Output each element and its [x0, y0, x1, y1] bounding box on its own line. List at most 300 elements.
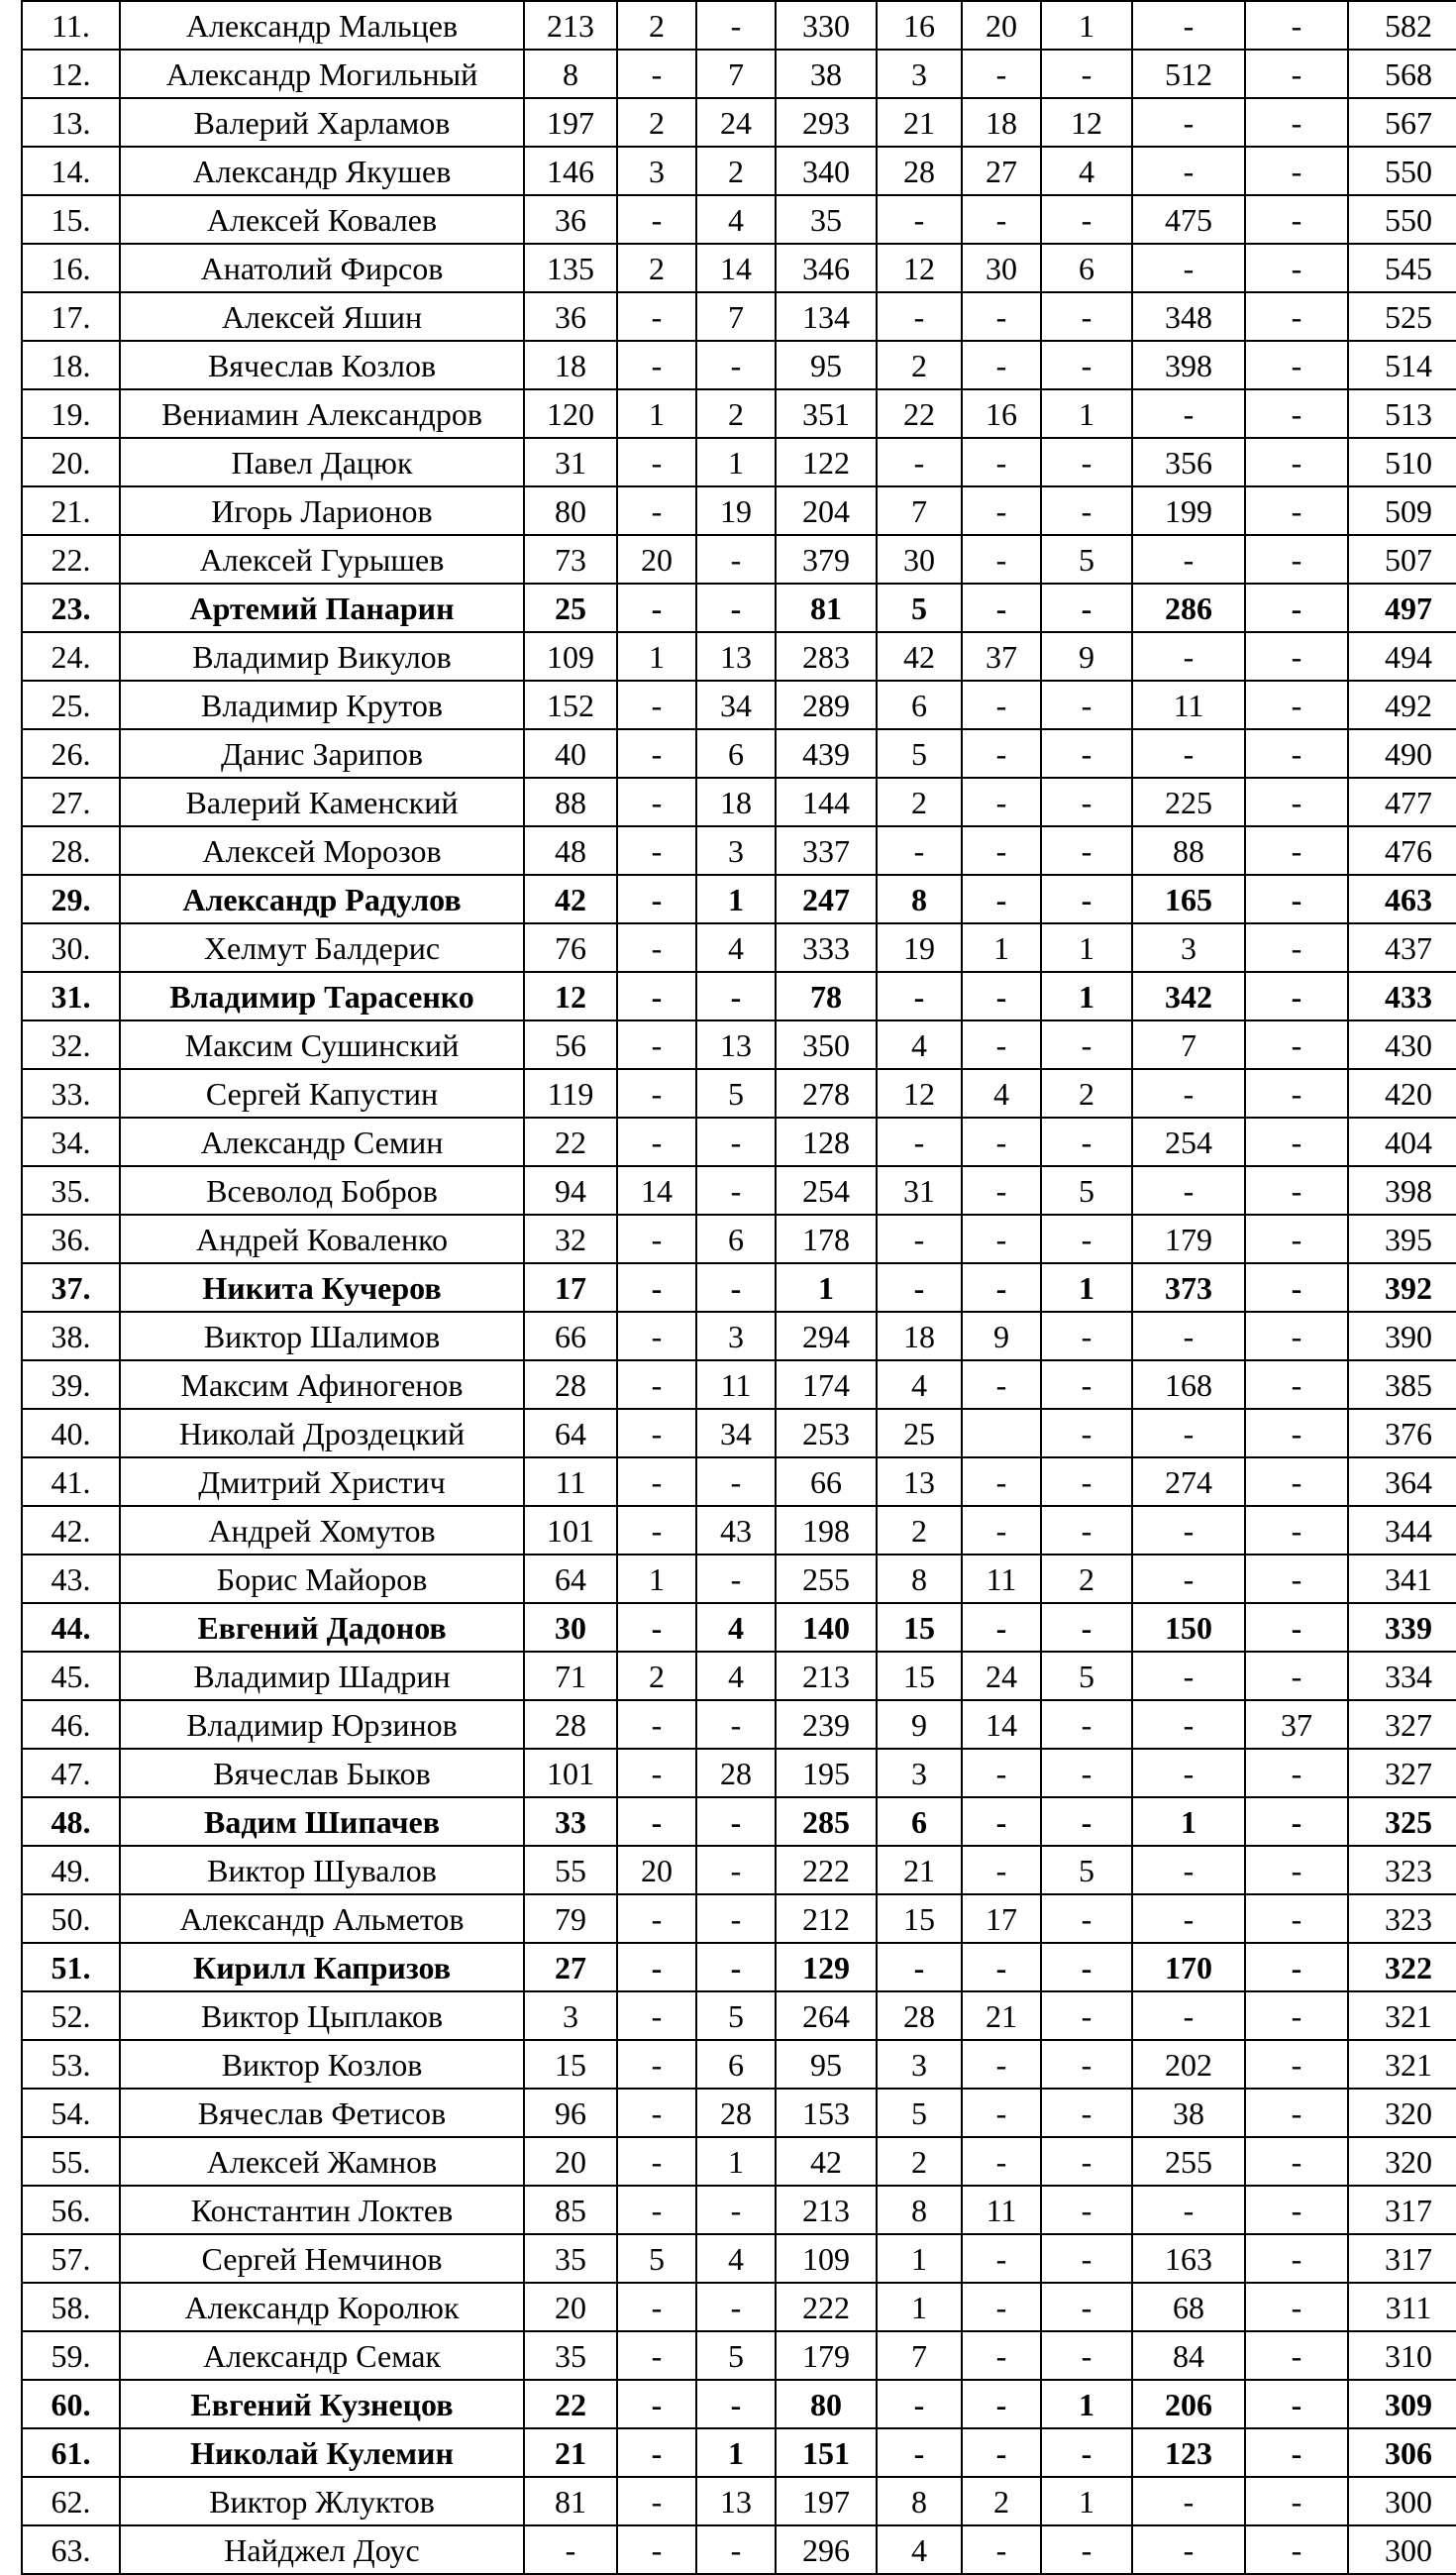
cell-value: -: [1041, 1312, 1132, 1360]
cell-value: 14: [617, 1166, 696, 1215]
table-row: [22, 50, 1456, 98]
cell-rank: 63.: [22, 2525, 120, 2574]
cell-value: 28: [877, 147, 962, 195]
cell-value: 4: [696, 2234, 776, 2283]
cell-value: 204: [776, 486, 877, 535]
cell-value: 24: [696, 98, 776, 147]
cell-total: 317: [1348, 2186, 1456, 2234]
cell-rank: 45.: [22, 1652, 120, 1700]
cell-value: 19: [696, 486, 776, 535]
cell-value: -: [1132, 1652, 1245, 1700]
cell-rank: 49.: [22, 1846, 120, 1894]
cell-value: 15: [877, 1652, 962, 1700]
cell-rank: 30.: [22, 923, 120, 972]
cell-rank: 37.: [22, 1263, 120, 1312]
cell-player-name: Найджел Доус: [120, 2525, 524, 2574]
cell-value: -: [1041, 1020, 1132, 1069]
cell-total: 327: [1348, 1749, 1456, 1797]
cell-rank: 55.: [22, 2137, 120, 2186]
cell-value: -: [1245, 1991, 1348, 2040]
cell-value: -: [962, 681, 1041, 729]
cell-player-name: Игорь Ларионов: [120, 486, 524, 535]
cell-value: 16: [962, 389, 1041, 438]
cell-value: 4: [696, 195, 776, 244]
cell-value: -: [1245, 778, 1348, 826]
cell-value: 17: [524, 1263, 617, 1312]
cell-value: -: [1245, 438, 1348, 486]
cell-total: 497: [1348, 584, 1456, 632]
table-row: [22, 1991, 1456, 2040]
player-statistics-table: [21, 0, 1456, 2575]
cell-value: 25: [877, 1409, 962, 1457]
cell-value: -: [1245, 292, 1348, 341]
cell-rank: 54.: [22, 2089, 120, 2137]
cell-value: -: [1245, 2477, 1348, 2525]
cell-value: 81: [524, 2477, 617, 2525]
cell-value: 1: [962, 923, 1041, 972]
cell-player-name: Алексей Морозов: [120, 826, 524, 875]
table-row: [22, 1603, 1456, 1652]
cell-rank: 58.: [22, 2283, 120, 2331]
cell-player-name: Алексей Ковалев: [120, 195, 524, 244]
cell-total: 309: [1348, 2380, 1456, 2428]
cell-value: -: [962, 1360, 1041, 1409]
cell-value: 21: [524, 2428, 617, 2477]
cell-value: -: [696, 1118, 776, 1166]
cell-value: 122: [776, 438, 877, 486]
cell-value: -: [877, 2380, 962, 2428]
cell-value: -: [617, 438, 696, 486]
cell-value: 5: [1041, 1652, 1132, 1700]
cell-value: 12: [524, 972, 617, 1020]
cell-value: -: [617, 1797, 696, 1846]
cell-total: 339: [1348, 1603, 1456, 1652]
cell-value: 2: [877, 2137, 962, 2186]
cell-value: 9: [877, 1700, 962, 1749]
cell-value: 123: [1132, 2428, 1245, 2477]
cell-value: 134: [776, 292, 877, 341]
cell-value: 285: [776, 1797, 877, 1846]
cell-rank: 57.: [22, 2234, 120, 2283]
cell-value: -: [1245, 1069, 1348, 1118]
cell-value: 2: [1041, 1069, 1132, 1118]
table-row: [22, 438, 1456, 486]
cell-value: 14: [962, 1700, 1041, 1749]
cell-value: -: [877, 1943, 962, 1991]
cell-value: 213: [776, 2186, 877, 2234]
cell-value: -: [962, 2525, 1041, 2574]
cell-value: 239: [776, 1700, 877, 1749]
cell-value: -: [962, 826, 1041, 875]
cell-value: -: [1041, 1118, 1132, 1166]
cell-value: -: [617, 1409, 696, 1457]
cell-value: -: [1245, 50, 1348, 98]
cell-value: 28: [524, 1360, 617, 1409]
cell-value: 4: [696, 923, 776, 972]
cell-value: -: [617, 2137, 696, 2186]
table-row: [22, 2428, 1456, 2477]
cell-value: -: [617, 2186, 696, 2234]
cell-player-name: Евгений Дадонов: [120, 1603, 524, 1652]
cell-value: -: [1245, 486, 1348, 535]
cell-value: 135: [524, 244, 617, 292]
cell-player-name: Виктор Шувалов: [120, 1846, 524, 1894]
cell-value: 33: [524, 1797, 617, 1846]
cell-value: 1: [1132, 1797, 1245, 1846]
cell-value: 174: [776, 1360, 877, 1409]
cell-value: 5: [877, 729, 962, 778]
table-row: [22, 1700, 1456, 1749]
cell-value: -: [1132, 1749, 1245, 1797]
cell-value: 1: [776, 1263, 877, 1312]
cell-value: -: [696, 1894, 776, 1943]
cell-value: 20: [617, 535, 696, 584]
cell-player-name: Артемий Панарин: [120, 584, 524, 632]
cell-player-name: Всеволод Бобров: [120, 1166, 524, 1215]
cell-value: -: [962, 1215, 1041, 1263]
table-row: [22, 1312, 1456, 1360]
cell-value: -: [1245, 1652, 1348, 1700]
cell-total: 376: [1348, 1409, 1456, 1457]
cell-value: -: [1245, 923, 1348, 972]
cell-value: -: [617, 972, 696, 1020]
cell-value: -: [617, 1069, 696, 1118]
cell-value: -: [1132, 1069, 1245, 1118]
cell-value: -: [1245, 2525, 1348, 2574]
table-row: [22, 1555, 1456, 1603]
cell-rank: 32.: [22, 1020, 120, 1069]
cell-value: 222: [776, 1846, 877, 1894]
cell-value: -: [1041, 2089, 1132, 2137]
cell-player-name: Борис Майоров: [120, 1555, 524, 1603]
cell-value: -: [1132, 147, 1245, 195]
cell-value: 1: [696, 2137, 776, 2186]
cell-value: -: [1245, 1943, 1348, 1991]
cell-value: [962, 1409, 1041, 1457]
cell-total: 404: [1348, 1118, 1456, 1166]
cell-rank: 51.: [22, 1943, 120, 1991]
cell-value: -: [1245, 875, 1348, 923]
cell-value: -: [1245, 584, 1348, 632]
cell-value: 21: [877, 98, 962, 147]
cell-player-name: Валерий Каменский: [120, 778, 524, 826]
cell-total: 477: [1348, 778, 1456, 826]
cell-value: -: [877, 1118, 962, 1166]
cell-value: 247: [776, 875, 877, 923]
cell-value: 475: [1132, 195, 1245, 244]
cell-player-name: Хелмут Балдерис: [120, 923, 524, 972]
cell-total: 463: [1348, 875, 1456, 923]
cell-total: 550: [1348, 147, 1456, 195]
cell-value: -: [617, 2089, 696, 2137]
cell-value: 5: [877, 584, 962, 632]
cell-total: 300: [1348, 2525, 1456, 2574]
cell-player-name: Николай Кулемин: [120, 2428, 524, 2477]
cell-rank: 44.: [22, 1603, 120, 1652]
table-row: [22, 632, 1456, 681]
cell-value: -: [1245, 1312, 1348, 1360]
cell-value: -: [1041, 1943, 1132, 1991]
cell-player-name: Павел Дацюк: [120, 438, 524, 486]
cell-value: -: [617, 486, 696, 535]
cell-value: 398: [1132, 341, 1245, 389]
cell-rank: 33.: [22, 1069, 120, 1118]
cell-value: -: [962, 875, 1041, 923]
cell-total: 433: [1348, 972, 1456, 1020]
cell-value: 3: [617, 147, 696, 195]
cell-value: 42: [524, 875, 617, 923]
cell-value: -: [617, 1506, 696, 1555]
cell-rank: 29.: [22, 875, 120, 923]
cell-value: 1: [696, 438, 776, 486]
table-row: [22, 1652, 1456, 1700]
cell-value: -: [1041, 1215, 1132, 1263]
table-row: [22, 2234, 1456, 2283]
cell-value: -: [1132, 1555, 1245, 1603]
table-row: [22, 389, 1456, 438]
cell-value: -: [617, 1312, 696, 1360]
table-row: [22, 1215, 1456, 1263]
cell-value: 129: [776, 1943, 877, 1991]
cell-value: 25: [524, 584, 617, 632]
table-row: [22, 98, 1456, 147]
cell-value: -: [962, 2089, 1041, 2137]
cell-total: 344: [1348, 1506, 1456, 1555]
cell-value: 109: [776, 2234, 877, 2283]
cell-value: 373: [1132, 1263, 1245, 1312]
cell-value: -: [617, 584, 696, 632]
cell-value: -: [877, 1215, 962, 1263]
cell-value: 13: [696, 632, 776, 681]
cell-value: 2: [617, 244, 696, 292]
cell-value: -: [1245, 1409, 1348, 1457]
cell-value: 80: [524, 486, 617, 535]
cell-value: 333: [776, 923, 877, 972]
cell-value: 3: [1132, 923, 1245, 972]
cell-value: -: [877, 438, 962, 486]
cell-value: -: [962, 1118, 1041, 1166]
cell-value: 88: [1132, 826, 1245, 875]
cell-value: -: [617, 195, 696, 244]
cell-value: -: [1245, 2186, 1348, 2234]
cell-value: 2: [617, 1, 696, 50]
cell-total: 568: [1348, 50, 1456, 98]
cell-player-name: Константин Локтев: [120, 2186, 524, 2234]
cell-rank: 19.: [22, 389, 120, 438]
cell-value: -: [617, 875, 696, 923]
cell-player-name: Александр Радулов: [120, 875, 524, 923]
cell-total: 420: [1348, 1069, 1456, 1118]
cell-value: -: [1245, 341, 1348, 389]
cell-value: -: [962, 2283, 1041, 2331]
cell-value: -: [1245, 1457, 1348, 1506]
cell-value: -: [1132, 632, 1245, 681]
table-row: [22, 341, 1456, 389]
cell-player-name: Александр Семин: [120, 1118, 524, 1166]
cell-value: -: [1132, 1846, 1245, 1894]
cell-value: 38: [776, 50, 877, 98]
cell-rank: 53.: [22, 2040, 120, 2089]
cell-value: -: [1041, 1797, 1132, 1846]
cell-value: 151: [776, 2428, 877, 2477]
cell-value: 38: [1132, 2089, 1245, 2137]
cell-value: -: [617, 1943, 696, 1991]
table-row: [22, 1749, 1456, 1797]
cell-value: -: [1245, 1360, 1348, 1409]
cell-value: -: [1132, 244, 1245, 292]
cell-value: 255: [1132, 2137, 1245, 2186]
cell-rank: 27.: [22, 778, 120, 826]
cell-value: 18: [524, 341, 617, 389]
table-row: [22, 2137, 1456, 2186]
cell-player-name: Александр Семак: [120, 2331, 524, 2380]
cell-value: -: [1245, 2234, 1348, 2283]
cell-value: -: [962, 2137, 1041, 2186]
cell-total: 545: [1348, 244, 1456, 292]
cell-value: 2: [1041, 1555, 1132, 1603]
cell-value: -: [696, 2380, 776, 2428]
cell-player-name: Максим Афиногенов: [120, 1360, 524, 1409]
cell-value: 2: [877, 1506, 962, 1555]
cell-value: 15: [877, 1603, 962, 1652]
cell-value: 1: [877, 2234, 962, 2283]
cell-value: 294: [776, 1312, 877, 1360]
cell-value: 20: [617, 1846, 696, 1894]
cell-value: 346: [776, 244, 877, 292]
cell-value: -: [962, 1020, 1041, 1069]
cell-value: 1: [696, 875, 776, 923]
cell-value: 2: [962, 2477, 1041, 2525]
cell-total: 582: [1348, 1, 1456, 50]
cell-player-name: Вячеслав Козлов: [120, 341, 524, 389]
cell-value: -: [1245, 632, 1348, 681]
cell-value: -: [1245, 1166, 1348, 1215]
table-row: [22, 923, 1456, 972]
cell-value: 32: [524, 1215, 617, 1263]
cell-value: -: [877, 292, 962, 341]
cell-value: 28: [524, 1700, 617, 1749]
cell-value: -: [617, 2428, 696, 2477]
cell-value: -: [1041, 195, 1132, 244]
cell-value: -: [1041, 729, 1132, 778]
cell-value: 78: [776, 972, 877, 1020]
cell-value: 2: [877, 778, 962, 826]
cell-rank: 43.: [22, 1555, 120, 1603]
cell-value: -: [962, 341, 1041, 389]
cell-value: 13: [696, 2477, 776, 2525]
cell-value: 11: [962, 1555, 1041, 1603]
cell-total: 306: [1348, 2428, 1456, 2477]
cell-value: 253: [776, 1409, 877, 1457]
cell-value: 4: [877, 1020, 962, 1069]
cell-value: 1: [1041, 389, 1132, 438]
cell-value: 2: [696, 147, 776, 195]
cell-value: -: [1245, 1846, 1348, 1894]
cell-value: -: [962, 972, 1041, 1020]
cell-value: 6: [696, 1215, 776, 1263]
cell-value: 197: [776, 2477, 877, 2525]
cell-value: 170: [1132, 1943, 1245, 1991]
cell-value: 18: [962, 98, 1041, 147]
cell-value: 8: [524, 50, 617, 98]
cell-total: 567: [1348, 98, 1456, 147]
table-row: [22, 1360, 1456, 1409]
cell-value: -: [617, 341, 696, 389]
table-row: [22, 681, 1456, 729]
table-row: [22, 1263, 1456, 1312]
cell-value: 351: [776, 389, 877, 438]
table-row: [22, 1069, 1456, 1118]
cell-rank: 16.: [22, 244, 120, 292]
cell-value: -: [1041, 2234, 1132, 2283]
cell-value: -: [1245, 147, 1348, 195]
cell-value: -: [1041, 1991, 1132, 2040]
cell-value: 6: [1041, 244, 1132, 292]
cell-value: 150: [1132, 1603, 1245, 1652]
cell-value: -: [1245, 1797, 1348, 1846]
cell-value: 1: [1041, 972, 1132, 1020]
cell-value: 101: [524, 1506, 617, 1555]
table-row: [22, 292, 1456, 341]
cell-value: 289: [776, 681, 877, 729]
cell-value: -: [617, 1215, 696, 1263]
cell-value: -: [1245, 1020, 1348, 1069]
cell-total: 437: [1348, 923, 1456, 972]
cell-value: 34: [696, 681, 776, 729]
cell-value: 9: [962, 1312, 1041, 1360]
cell-value: -: [696, 1943, 776, 1991]
cell-value: -: [1245, 1749, 1348, 1797]
cell-value: -: [1132, 535, 1245, 584]
cell-value: 168: [1132, 1360, 1245, 1409]
cell-value: 37: [962, 632, 1041, 681]
cell-value: -: [1041, 875, 1132, 923]
cell-value: 439: [776, 729, 877, 778]
cell-value: -: [617, 1603, 696, 1652]
cell-value: 35: [776, 195, 877, 244]
cell-value: 274: [1132, 1457, 1245, 1506]
cell-value: 144: [776, 778, 877, 826]
cell-value: 4: [696, 1652, 776, 1700]
cell-player-name: Александр Мальцев: [120, 1, 524, 50]
cell-value: 109: [524, 632, 617, 681]
cell-value: -: [1245, 972, 1348, 1020]
cell-total: 334: [1348, 1652, 1456, 1700]
cell-value: 1: [1041, 1, 1132, 50]
cell-value: -: [696, 1846, 776, 1894]
table-row: [22, 1118, 1456, 1166]
cell-value: 2: [617, 98, 696, 147]
cell-player-name: Андрей Коваленко: [120, 1215, 524, 1263]
cell-value: -: [696, 2283, 776, 2331]
cell-total: 476: [1348, 826, 1456, 875]
cell-value: 11: [1132, 681, 1245, 729]
cell-value: 5: [617, 2234, 696, 2283]
cell-value: -: [1245, 389, 1348, 438]
cell-player-name: Владимир Юрзинов: [120, 1700, 524, 1749]
cell-total: 300: [1348, 2477, 1456, 2525]
cell-value: -: [1245, 1, 1348, 50]
cell-value: 11: [524, 1457, 617, 1506]
cell-total: 430: [1348, 1020, 1456, 1069]
cell-value: 31: [524, 438, 617, 486]
cell-value: -: [617, 1020, 696, 1069]
cell-value: -: [617, 826, 696, 875]
cell-value: 1: [617, 389, 696, 438]
cell-value: -: [1132, 1991, 1245, 2040]
cell-value: -: [1132, 2525, 1245, 2574]
table-row: [22, 2477, 1456, 2525]
